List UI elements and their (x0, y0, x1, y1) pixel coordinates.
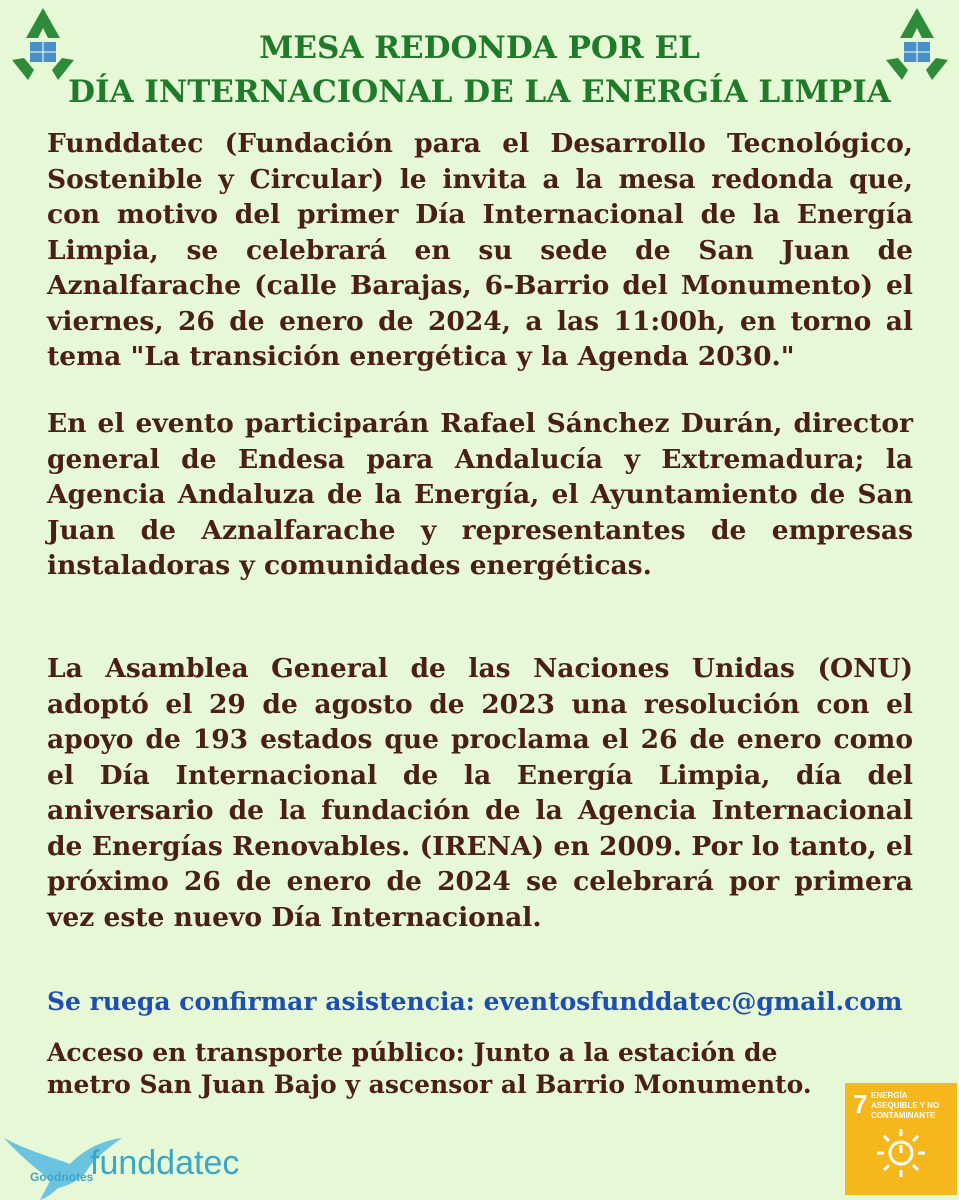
sdg-7-badge (845, 1083, 957, 1195)
title-line-2: DÍA INTERNACIONAL DE LA ENERGÍA LIMPIA (68, 74, 891, 110)
sdg-label: ENERGÍA ASEQUIBLE Y NO CONTAMINANTE (871, 1091, 940, 1120)
sdg-number: 7 (853, 1089, 868, 1119)
page-title (0, 26, 959, 114)
title-line-1: MESA REDONDA POR EL (259, 30, 700, 66)
logo-wordmark: funddatec (90, 1144, 240, 1182)
sun-power-icon (871, 1121, 931, 1181)
logo-watermark: Goodnotes (30, 1170, 94, 1184)
invitation-paragraph: Funddatec (Fundación para el Desarrollo Tecnológico, Sostenible y Circular) le invita a la mesa redonda que, con motivo del primer Día Internacional de la Energía Limpia, se celebrará en su sede de San Juan de Aznalfarache (calle Barajas, 6-Barrio del Monumento) el viernes, 26 de enero de 2024, a las 11:00h, en torno al tema "La transición energética y la Agenda 2030." (47, 128, 913, 372)
rsvp-line[interactable]: Se ruega confirmar asistencia: eventosfunddatec@gmail.com (47, 987, 903, 1016)
access-info: Acceso en transporte público: Junto a la estación de metro San Juan Bajo y ascensor al Barrio Monumento. (47, 1038, 812, 1099)
background-paragraph: La Asamblea General de las Naciones Unidas (ONU) adoptó el 29 de agosto de 2023 una resolución con el apoyo de 193 estados que proclama el 26 de enero como el Día Internacional de la Energía Limpia, día del aniversario de la fundación de la Agencia Internacional de Energías Renovables. (IRENA) en 2009. Por lo tanto, el próximo 26 de enero de 2024 se celebrará por primera vez este nuevo Día Internacional. (47, 653, 913, 933)
participants-paragraph: En el evento participarán Rafael Sánchez Durán, director general de Endesa para Andalucía y Extremadura; la Agencia Andaluza de la Energía, el Ayuntamiento de San Juan de Aznalfarache y representantes de empresas instaladoras y comunidades energéticas. (47, 408, 913, 581)
